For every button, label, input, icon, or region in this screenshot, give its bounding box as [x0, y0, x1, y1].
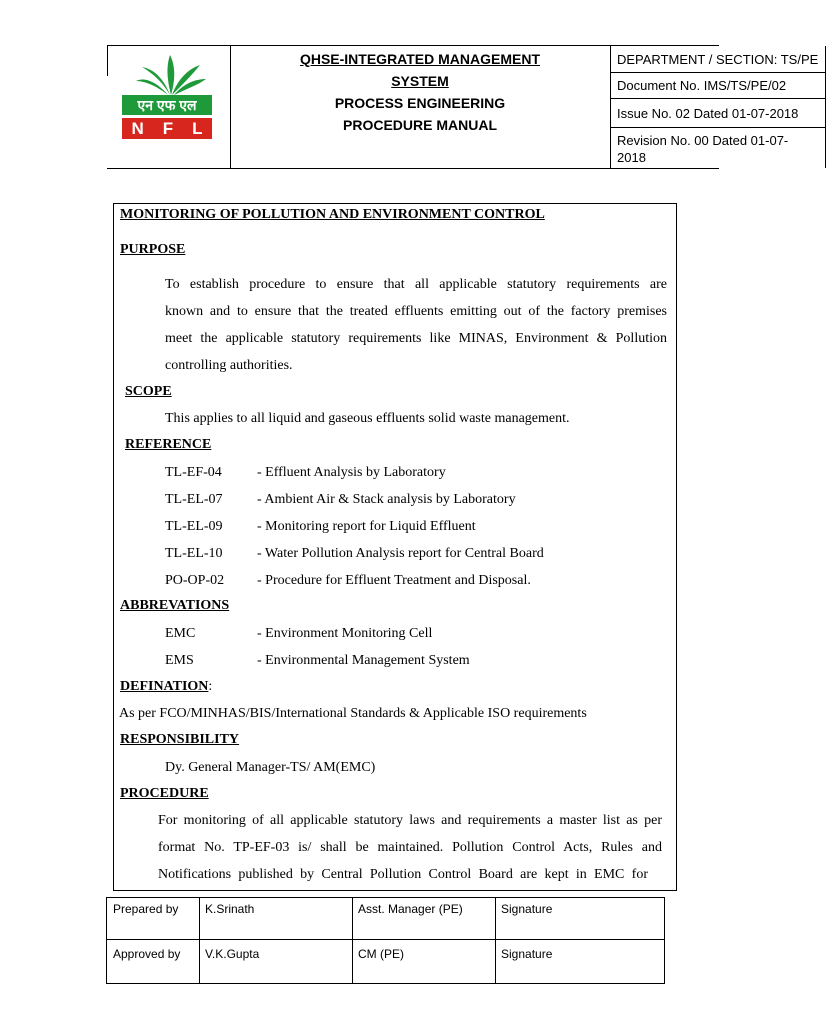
purpose-line-2: known and to ensure that the treated effluents emitting out of the factory premises	[165, 304, 667, 319]
document-number-field: Document No. IMS/TS/PE/02	[610, 73, 826, 99]
title-line-1: QHSE-INTEGRATED MANAGEMENT	[299, 51, 541, 67]
header-meta-cell	[610, 46, 819, 168]
prepared-signature: Signature	[501, 902, 553, 916]
reference-code-3: TL-EL-09	[165, 519, 223, 534]
logo-cell	[107, 46, 231, 168]
document-header	[107, 45, 819, 169]
approved-designation: CM (PE)	[358, 947, 404, 961]
approved-signature: Signature	[501, 947, 553, 961]
definition-heading: DEFINATION	[120, 679, 209, 694]
reference-desc-4: - Water Pollution Analysis report for Central Board	[257, 546, 544, 561]
definition-heading-row	[120, 673, 212, 700]
issue-field: Issue No. 02 Dated 01-07-2018	[610, 99, 826, 128]
reference-desc-1: - Effluent Analysis by Laboratory	[257, 465, 446, 480]
procedure-line-2: format No. TP-EF-03 is/ shall be maintained. Pollution Control Acts, Rules and	[158, 840, 662, 855]
reference-heading: REFERENCE	[125, 437, 212, 452]
definition-text: As per FCO/MINHAS/BIS/International Standards & Applicable ISO requirements	[119, 706, 587, 721]
logo-hindi-text: एन एफ एल	[122, 95, 212, 115]
approved-name: V.K.Gupta	[205, 947, 260, 961]
procedure-heading: PROCEDURE	[120, 786, 209, 801]
title-line-4: PROCEDURE MANUAL	[343, 117, 497, 133]
responsibility-text: Dy. General Manager-TS/ AM(EMC)	[165, 760, 376, 775]
reference-desc-3: - Monitoring report for Liquid Effluent	[257, 519, 476, 534]
logo-letters	[122, 118, 212, 139]
prepared-role: Prepared by	[113, 902, 179, 916]
procedure-body	[113, 203, 677, 891]
abbreviation-desc-1: - Environment Monitoring Cell	[257, 626, 433, 641]
prepared-name: K.Srinath	[205, 902, 255, 916]
procedure-line-3: Notifications published by Central Pollution Control Board are kept in EMC for	[158, 867, 648, 882]
abbreviation-code-2: EMS	[165, 653, 194, 668]
header-title-cell	[230, 46, 611, 168]
nfl-logo	[118, 51, 230, 137]
logo-letter-n: N	[131, 119, 144, 138]
logo-letter-f: F	[162, 119, 174, 138]
leaf-icon	[118, 51, 230, 97]
department-field: DEPARTMENT / SECTION: TS/PE	[610, 46, 826, 73]
prepared-row	[107, 898, 664, 939]
abbreviations-heading: ABBREVATIONS	[120, 598, 230, 613]
reference-code-5: PO-OP-02	[165, 573, 225, 588]
purpose-line-4: controlling authorities.	[165, 358, 293, 373]
approved-row	[107, 940, 664, 983]
title-line-3: PROCESS ENGINEERING	[334, 95, 506, 111]
procedure-line-1: For monitoring of all applicable statutory laws and requirements a master list as per	[158, 813, 662, 828]
reference-desc-2: - Ambient Air & Stack analysis by Laboratory	[257, 492, 516, 507]
main-title: MONITORING OF POLLUTION AND ENVIRONMENT CONTROL	[120, 207, 545, 222]
revision-field: Revision No. 00 Dated 01-07- 2018	[617, 133, 789, 165]
scope-heading: SCOPE	[125, 384, 172, 399]
abbreviation-code-1: EMC	[165, 626, 196, 641]
purpose-heading: PURPOSE	[120, 242, 186, 257]
approval-table	[106, 897, 665, 984]
responsibility-heading: RESPONSIBILITY	[120, 732, 240, 747]
reference-code-1: TL-EF-04	[165, 465, 222, 480]
reference-code-4: TL-EL-10	[165, 546, 223, 561]
scope-text: This applies to all liquid and gaseous effluents solid waste management.	[165, 411, 570, 426]
prepared-designation: Asst. Manager (PE)	[358, 902, 463, 916]
reference-desc-5: - Procedure for Effluent Treatment and Disposal.	[257, 573, 531, 588]
title-line-2: SYSTEM	[391, 73, 449, 89]
definition-colon: :	[208, 679, 213, 694]
logo-letter-l: L	[192, 119, 203, 138]
abbreviation-desc-2: - Environmental Management System	[257, 653, 470, 668]
reference-code-2: TL-EL-07	[165, 492, 223, 507]
purpose-line-3: meet the applicable statutory requirements like MINAS, Environment & Pollution	[165, 331, 667, 346]
approved-role: Approved by	[113, 947, 181, 961]
purpose-line-1: To establish procedure to ensure that all applicable statutory requirements are	[165, 277, 667, 292]
